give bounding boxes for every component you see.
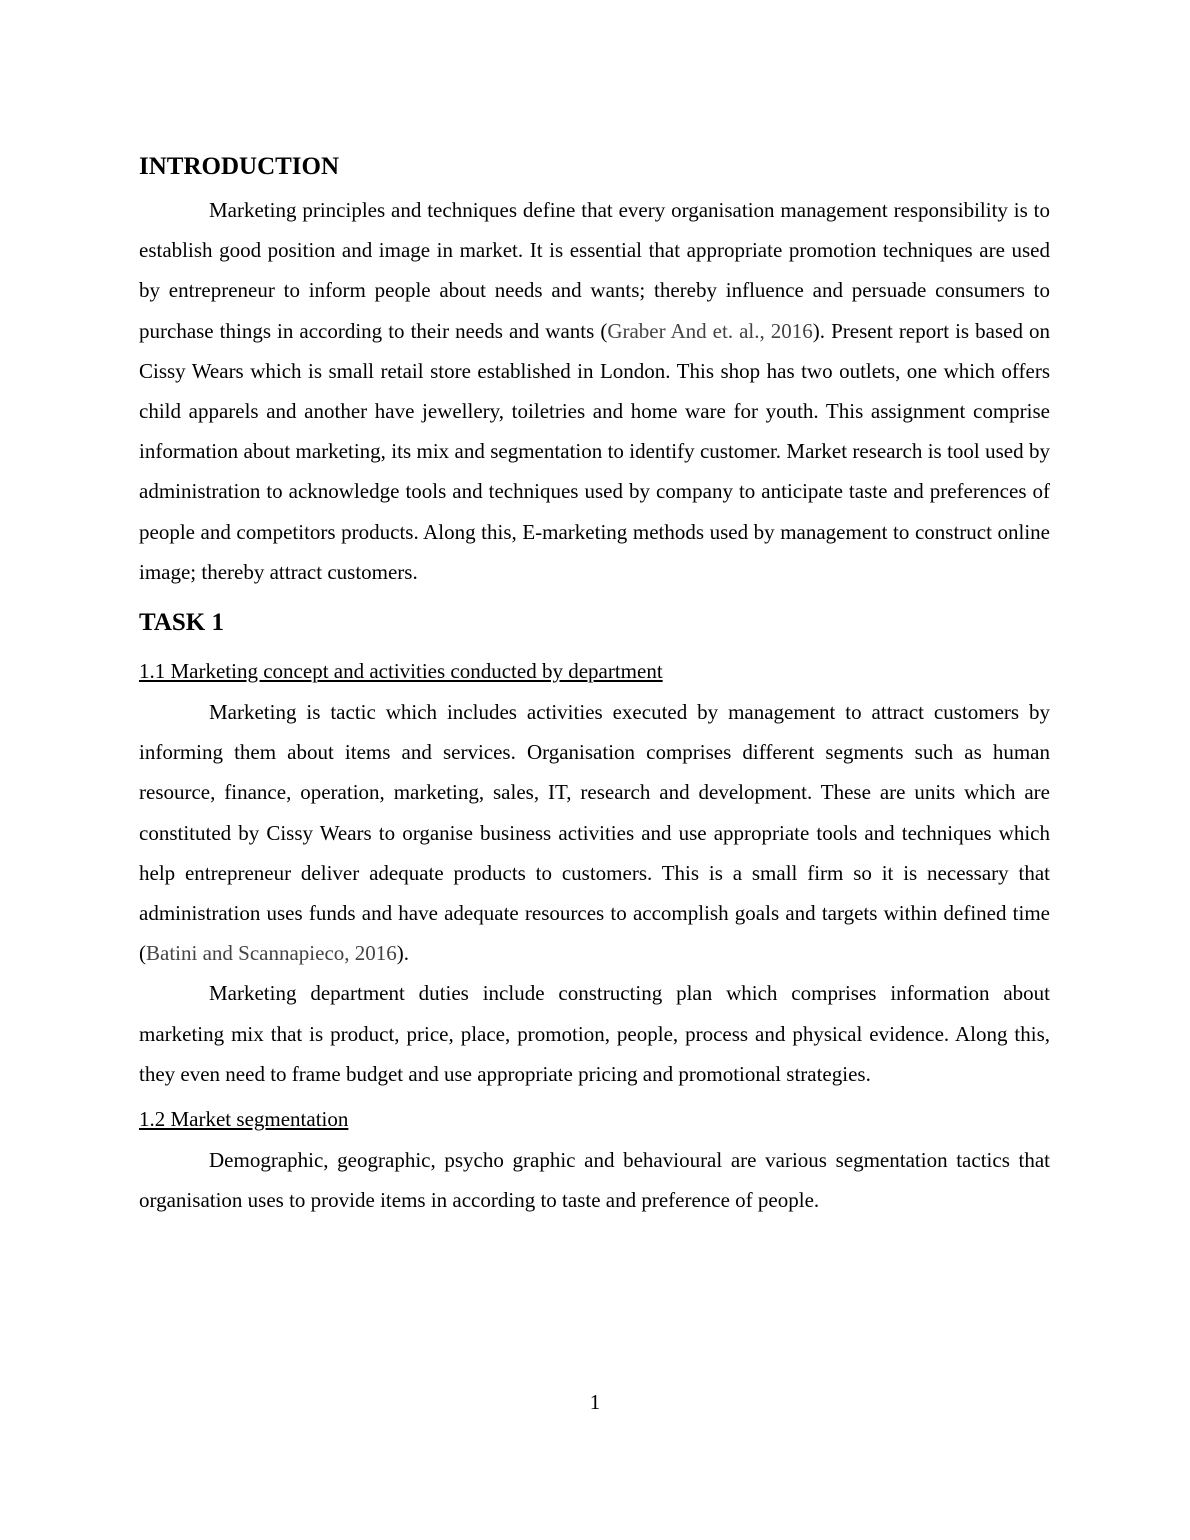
section-1-1-title: 1.1 Marketing concept and activities conducted by department — [139, 659, 663, 684]
section-1-1-text-part1: Marketing is tactic which includes activities executed by management to attract customers by informing them about items and services. Organisation comprises different segments such as human resource, finance, operation, marketing, sales, IT, research and development. These are units which are constituted by Cissy Wears to organise business activities and use appropriate tools and techniques which help entrepreneur deliver adequate products to customers. This is a small firm so it is necessary that administration uses funds and have adequate resources to accomplish goals and targets within defined time ( — [139, 700, 1050, 966]
section-1-1-citation: Batini and Scannapieco, 2016 — [146, 941, 397, 966]
page-number: 1 — [589, 1390, 601, 1414]
task1-heading: TASK 1 — [139, 609, 224, 637]
section-1-1-text-part2: ). — [396, 941, 410, 966]
section-1-1-paragraph-2: Marketing department duties include constructing plan which comprises information about marketing mix that is product, price, place, promotion, people, process and physical evidence. Along this, they even need to frame budget and use appropriate pricing and promotional strategies. — [139, 981, 1050, 1086]
introduction-paragraph — [139, 190, 1050, 592]
introduction-citation: Graber And et. al., 2016 — [607, 318, 813, 343]
introduction-text-part2: ). Present report is based on Cissy Wears which is small retail store established in London. This shop has two outlets, one which offers child apparels and another have jewellery, toiletries and home ware for youth. This assignment comprise information about marketing, its mix and segmentation to identify customer. Market research is tool used by administration to acknowledge tools and techniques used by company to anticipate taste and preferences of people and competitors products. Along this, E-marketing methods used by management to construct online image; thereby attract customers. — [139, 318, 1050, 584]
introduction-text-part1: Marketing principles and techniques define that every organisation management responsibility is to establish good position and image in market. It is essential that appropriate promotion techniques are used by entrepreneur to inform people about needs and wants; thereby influence and persuade consumers to purchase things in according to their needs and wants ( — [139, 198, 1050, 343]
section-1-2-paragraph-1: Demographic, geographic, psycho graphic and behavioural are various segmentation tactics that organisation uses to provide items in according to taste and preference of people. — [139, 1148, 1050, 1213]
document-page — [139, 150, 1050, 1220]
introduction-heading: INTRODUCTION — [139, 153, 340, 180]
section-1-2-title: 1.2 Market segmentation — [139, 1107, 349, 1132]
section-1-1-paragraph-1 — [139, 692, 1050, 973]
